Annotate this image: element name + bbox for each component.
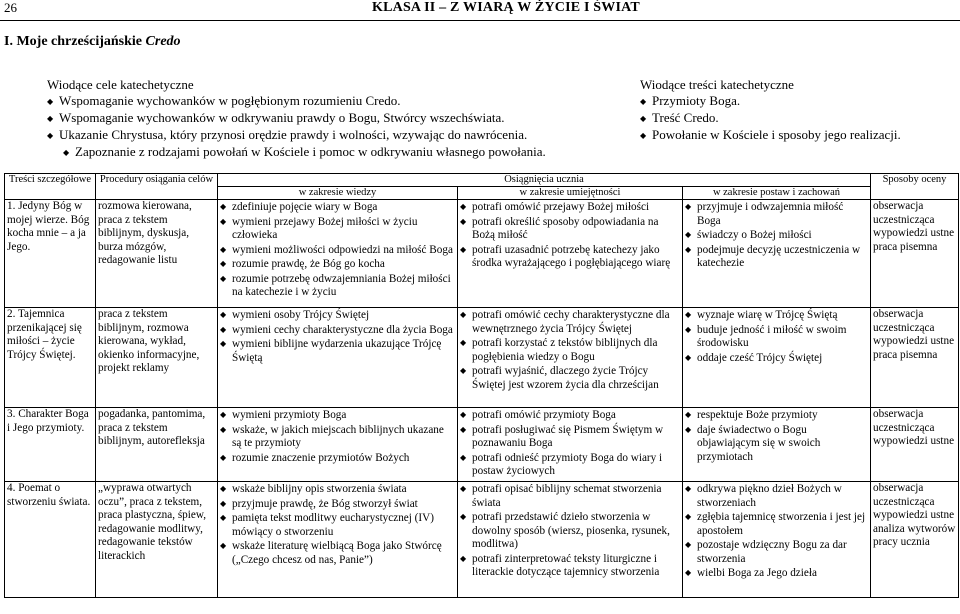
- skills-item: [460, 308, 680, 336]
- attitudes-text: odkrywa piękno dzieł Bożych w stworzeniach: [697, 483, 842, 509]
- knowledge-cell: [218, 308, 458, 408]
- knowledge-item: [220, 257, 455, 272]
- diamond-bullet-icon: ◆: [220, 259, 227, 268]
- procedure-cell: praca z tekstem biblijnym, rozmowa kierowana, wykład, okienko informacyjne, projekt reklamy: [96, 308, 218, 408]
- goal-item: ◆ Ukazanie Chrystusa, który przynosi orędzie prawdy i wolności, wzywając do nawrócenia.: [47, 127, 528, 142]
- skills-item: [460, 552, 680, 580]
- procedure-cell: pogadanka, pantomima, praca z tekstem biblijnym, autorefleksja: [96, 408, 218, 482]
- knowledge-item: [220, 308, 455, 323]
- diamond-bullet-icon: ◆: [220, 424, 227, 434]
- diamond-bullet-icon: ◆: [460, 338, 467, 347]
- topic-cell: 4. Poemat o stworzeniu świata.: [5, 482, 96, 598]
- content-block: [640, 77, 901, 144]
- procedure-cell: rozmowa kierowana, praca z tekstem biblijnym, dyskusja, burza mózgów, redagowanie listu: [96, 200, 218, 308]
- table-row: [5, 408, 959, 482]
- diamond-bullet-icon: ◆: [220, 339, 227, 348]
- attitudes-item: [685, 510, 868, 538]
- attitudes-item: [685, 351, 868, 366]
- table-row: [5, 308, 959, 408]
- header-tresci: Treści szczegółowe: [5, 174, 96, 200]
- skills-cell: [458, 308, 683, 408]
- table-row: [5, 200, 959, 308]
- diamond-bullet-icon: ◆: [460, 452, 467, 462]
- skills-text: potrafi opisać biblijny schemat stworzenia świata: [472, 483, 662, 509]
- diamond-bullet-icon: ◆: [685, 310, 692, 319]
- topic-cell: 1. Jedyny Bóg w mojej wierze. Bóg kocha mnie – a ja Jego.: [5, 200, 96, 308]
- knowledge-item: [220, 272, 455, 300]
- content-heading: Wiodące treści katechetyczne: [640, 77, 794, 92]
- goals-block: [47, 77, 546, 161]
- knowledge-text: rozumie potrzebę odwzajemniania Bożej miłości na katechezie i w życiu: [232, 272, 451, 298]
- diamond-bullet-icon: ◆: [460, 484, 467, 493]
- attitudes-item: [685, 566, 868, 581]
- assessment-cell: obserwacja uczestnicząca wypowiedzi ustne praca pisemna: [871, 308, 959, 408]
- diamond-bullet-icon: ◆: [685, 424, 692, 434]
- knowledge-item: [220, 408, 455, 423]
- skills-item: [460, 364, 680, 392]
- skills-text: potrafi omówić cechy charakterystyczne dla wewnętrznego życia Trójcy Świętej: [472, 309, 670, 335]
- knowledge-cell: [218, 200, 458, 308]
- attitudes-text: oddaje cześć Trójcy Świętej: [697, 351, 823, 364]
- attitudes-text: wielbi Boga za Jego dzieła: [697, 567, 817, 579]
- skills-text: potrafi wyjaśnić, dlaczego życie Trójcy Świętej jest wzorem życia dla chrześcijan: [472, 365, 659, 391]
- assessment-cell: obserwacja uczestnicząca wypowiedzi ustne: [871, 408, 959, 482]
- diamond-bullet-icon: ◆: [220, 410, 227, 419]
- diamond-bullet-icon: ◆: [47, 97, 54, 106]
- knowledge-item: [220, 451, 455, 466]
- diamond-bullet-icon: ◆: [640, 97, 647, 106]
- knowledge-text: wymieni osoby Trójcy Świętej: [232, 309, 370, 321]
- topic-cell: 3. Charakter Boga i Jego przymioty.: [5, 408, 96, 482]
- diamond-bullet-icon: ◆: [460, 410, 467, 419]
- page-number: 26: [4, 0, 17, 15]
- diamond-bullet-icon: ◆: [685, 244, 692, 254]
- knowledge-cell: [218, 408, 458, 482]
- attitudes-item: [685, 408, 868, 423]
- skills-item: [460, 510, 680, 552]
- attitudes-text: pozostaje wdzięczny Bogu za dar stworzenia: [697, 539, 847, 565]
- knowledge-text: wskaże biblijny opis stworzenia świata: [232, 483, 407, 495]
- diamond-bullet-icon: ◆: [220, 324, 227, 334]
- diamond-bullet-icon: ◆: [460, 202, 467, 211]
- procedure-cell: „wyprawa otwartych oczu”, praca z tekstem, praca plastyczna, śpiew, redagowanie modlitwy, redagowanie tekstów literackich: [96, 482, 218, 598]
- diamond-bullet-icon: ◆: [220, 244, 227, 254]
- knowledge-item: [220, 243, 455, 258]
- attitudes-item: [685, 482, 868, 510]
- attitudes-item: [685, 308, 868, 323]
- knowledge-text: przyjmuje prawdę, że Bóg stworzył świat: [232, 497, 418, 510]
- skills-text: potrafi omówić przymioty Boga: [472, 409, 616, 421]
- knowledge-item: [220, 539, 455, 567]
- skills-item: [460, 451, 680, 479]
- diamond-bullet-icon: ◆: [47, 114, 54, 123]
- skills-text: potrafi zinterpretować teksty liturgiczne i literackie dotyczące tajemnicy stworzenia: [472, 552, 660, 578]
- attitudes-item: [685, 228, 868, 243]
- diamond-bullet-icon: ◆: [460, 424, 467, 434]
- topic-cell: 2. Tajemnica przenikającej się miłości – życie Trójcy Świętej.: [5, 308, 96, 408]
- diamond-bullet-icon: ◆: [460, 512, 467, 521]
- page-header-title: KLASA II – Z WIARĄ W ŻYCIE I ŚWIAT: [372, 0, 640, 15]
- knowledge-text: wymieni przymioty Boga: [232, 409, 347, 421]
- attitudes-item: [685, 538, 868, 566]
- attitudes-item: [685, 243, 868, 271]
- attitudes-cell: [683, 200, 871, 308]
- header-procedury: Procedury osiągania celów: [96, 174, 218, 200]
- diamond-bullet-icon: ◆: [460, 366, 467, 375]
- goals-heading: Wiodące cele katechetyczne: [47, 77, 194, 92]
- skills-text: potrafi odnieść przymioty Boga do wiary i postaw życiowych: [472, 451, 663, 477]
- diamond-bullet-icon: ◆: [220, 202, 227, 211]
- diamond-bullet-icon: ◆: [220, 513, 227, 522]
- skills-cell: [458, 482, 683, 598]
- diamond-bullet-icon: ◆: [685, 512, 692, 521]
- diamond-bullet-icon: ◆: [685, 230, 692, 239]
- header-wiedzy: w zakresie wiedzy: [218, 187, 458, 200]
- attitudes-text: buduje jedność i miłość w swoim środowisku: [697, 323, 847, 349]
- diamond-bullet-icon: ◆: [640, 114, 647, 123]
- attitudes-item: [685, 323, 868, 351]
- attitudes-text: daje świadectwo o Bogu objawiającym się w swoich przymiotach: [697, 423, 821, 463]
- assessment-cell: obserwacja uczestnicząca wypowiedzi ustne analiza wytworów pracy ucznia: [871, 482, 959, 598]
- attitudes-cell: [683, 408, 871, 482]
- diamond-bullet-icon: ◆: [220, 216, 227, 226]
- diamond-bullet-icon: ◆: [63, 148, 70, 157]
- knowledge-text: rozumie prawdę, że Bóg go kocha: [232, 258, 385, 270]
- diamond-bullet-icon: ◆: [220, 484, 227, 493]
- curriculum-table: [4, 173, 959, 598]
- diamond-bullet-icon: ◆: [640, 131, 647, 140]
- knowledge-cell: [218, 482, 458, 598]
- knowledge-item: [220, 511, 455, 539]
- diamond-bullet-icon: ◆: [460, 216, 467, 226]
- knowledge-text: wskaże literaturę wielbiącą Boga jako Stwórcę („Czego chcesz od nas, Panie”): [232, 540, 442, 566]
- diamond-bullet-icon: ◆: [685, 540, 692, 549]
- diamond-bullet-icon: ◆: [460, 310, 467, 319]
- knowledge-text: zdefiniuje pojęcie wiary w Boga: [232, 201, 378, 213]
- content-item: ◆ Powołanie w Kościele i sposoby jego realizacji.: [640, 127, 901, 142]
- header-sposoby: Sposoby oceny: [871, 174, 959, 200]
- diamond-bullet-icon: ◆: [685, 352, 692, 362]
- knowledge-item: [220, 423, 455, 451]
- attitudes-text: świadczy o Bożej miłości: [697, 229, 812, 241]
- knowledge-text: wymieni biblijne wydarzenia ukazujące Trójcę Świętą: [232, 338, 442, 364]
- header-umiejetnosci: w zakresie umiejętności: [458, 187, 683, 200]
- content-item: ◆ Treść Credo.: [640, 110, 719, 125]
- knowledge-item: [220, 323, 455, 338]
- diamond-bullet-icon: ◆: [685, 324, 692, 334]
- header-osiagniecia: Osiągnięcia ucznia: [218, 174, 871, 187]
- knowledge-text: wskaże, w jakich miejscach biblijnych ukazane są te przymioty: [232, 423, 444, 449]
- header-postaw: w zakresie postaw i zachowań: [683, 187, 871, 200]
- skills-item: [460, 200, 680, 215]
- skills-text: potrafi omówić przejawy Bożej miłości: [472, 201, 650, 213]
- skills-cell: [458, 408, 683, 482]
- goal-item: ◆ Wspomaganie wychowanków w pogłębionym rozumieniu Credo.: [47, 93, 401, 108]
- skills-text: potrafi posługiwać się Pismem Świętym w poznawaniu Boga: [472, 423, 664, 449]
- skills-item: [460, 423, 680, 451]
- section-title: I. Moje chrześcijańskie Credo: [4, 34, 181, 49]
- diamond-bullet-icon: ◆: [685, 202, 692, 211]
- diamond-bullet-icon: ◆: [685, 484, 692, 493]
- skills-item: [460, 482, 680, 510]
- diamond-bullet-icon: ◆: [220, 310, 227, 319]
- skills-text: potrafi korzystać z tekstów biblijnych dla pogłębienia wiedzy o Bogu: [472, 337, 658, 363]
- attitudes-text: podejmuje decyzję uczestniczenia w katechezie: [697, 243, 861, 269]
- knowledge-text: rozumie znaczenie przymiotów Bożych: [232, 451, 410, 464]
- knowledge-item: [220, 337, 455, 365]
- diamond-bullet-icon: ◆: [460, 553, 467, 563]
- knowledge-item: [220, 497, 455, 512]
- knowledge-text: wymieni cechy charakterystyczne dla życia Boga: [232, 323, 453, 336]
- knowledge-text: wymieni możliwości odpowiedzi na miłość Boga: [232, 243, 453, 256]
- skills-text: potrafi uzasadnić potrzebę katechezy jako środka wyrażającego i pogłębiającego wiarę: [472, 243, 671, 269]
- knowledge-item: [220, 482, 455, 497]
- attitudes-cell: [683, 482, 871, 598]
- header-rule: [0, 20, 960, 21]
- content-item: ◆ Przymioty Boga.: [640, 93, 741, 108]
- diamond-bullet-icon: ◆: [220, 541, 227, 550]
- assessment-cell: obserwacja uczestnicząca wypowiedzi ustne praca pisemna: [871, 200, 959, 308]
- diamond-bullet-icon: ◆: [220, 498, 227, 508]
- skills-item: [460, 215, 680, 243]
- knowledge-text: pamięta tekst modlitwy eucharystycznej (IV) mówiący o stworzeniu: [232, 512, 434, 538]
- skills-text: potrafi przedstawić dzieło stworzenia w dowolny sposób (wiersz, piosenka, rysunek, modlitwa): [472, 511, 670, 550]
- skills-text: potrafi określić sposoby odpowiadania na Bożą miłość: [472, 215, 659, 241]
- skills-item: [460, 243, 680, 271]
- diamond-bullet-icon: ◆: [685, 410, 692, 419]
- diamond-bullet-icon: ◆: [220, 452, 227, 462]
- skills-item: [460, 408, 680, 423]
- knowledge-text: wymieni przejawy Bożej miłości w życiu człowieka: [232, 215, 418, 241]
- skills-item: [460, 336, 680, 364]
- attitudes-item: [685, 200, 868, 228]
- knowledge-item: [220, 200, 455, 215]
- goal-item: ◆ Wspomaganie wychowanków w odkrywaniu prawdy o Bogu, Stwórcy wszechświata.: [47, 110, 505, 125]
- attitudes-text: respektuje Boże przymioty: [697, 409, 818, 421]
- knowledge-item: [220, 215, 455, 243]
- diamond-bullet-icon: ◆: [220, 273, 227, 283]
- diamond-bullet-icon: ◆: [47, 131, 54, 140]
- goal-item: ◆ Zapoznanie z rodzajami powołań w Kościele i pomoc w odkrywaniu własnego powołania.: [63, 144, 546, 159]
- diamond-bullet-icon: ◆: [685, 568, 692, 577]
- table-body: [5, 200, 959, 598]
- table-row: [5, 482, 959, 598]
- attitudes-text: zgłębia tajemnicę stworzenia i jest jej apostołem: [697, 511, 866, 537]
- diamond-bullet-icon: ◆: [460, 244, 467, 254]
- attitudes-text: wyznaje wiarę w Trójcę Świętą: [697, 309, 838, 321]
- skills-cell: [458, 200, 683, 308]
- attitudes-item: [685, 423, 868, 465]
- attitudes-cell: [683, 308, 871, 408]
- attitudes-text: przyjmuje i odwzajemnia miłość Boga: [697, 201, 844, 227]
